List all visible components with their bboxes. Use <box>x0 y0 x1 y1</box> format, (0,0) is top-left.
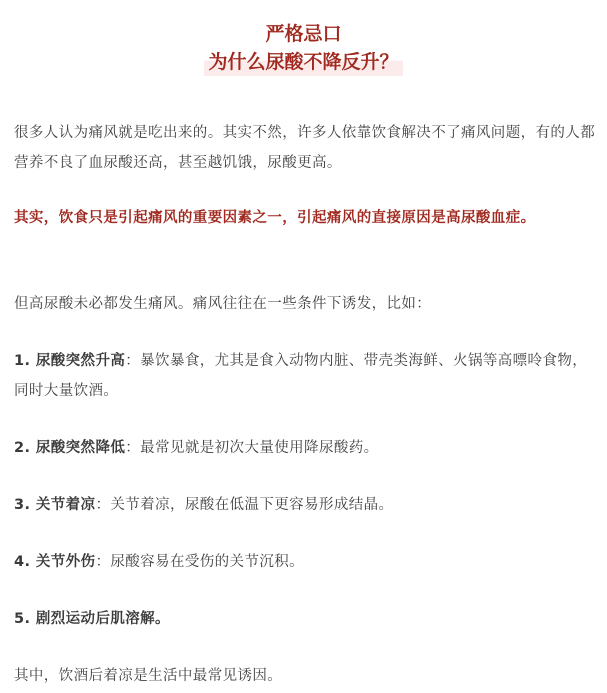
list-item-4-text: ：尿酸容易在受伤的关节沉积。 <box>95 554 305 570</box>
intro-paragraph: 很多人认为痛风就是吃出来的。其实不然，许多人依靠饮食解决不了痛风问题，有的人都营养不良了血尿酸还高，甚至越饥饿，尿酸更高。 <box>14 125 596 171</box>
title-line-2: 为什么尿酸不降反升？ <box>204 48 402 76</box>
list-item-3 <box>14 490 596 520</box>
list-item-2-label: 2. 尿酸突然降低 <box>14 440 126 456</box>
transition-paragraph: 但高尿酸未必都发生痛风。痛风往往在一些条件下诱发，比如： <box>14 296 432 312</box>
list-item-2-text: ：最常见就是初次大量使用降尿酸药。 <box>125 440 379 456</box>
list-item-4-label: 4. 关节外伤 <box>14 554 96 570</box>
conclusion-paragraph: 其中，饮酒后着凉是生活中最常见诱因。 <box>14 668 283 684</box>
key-point-paragraph: 其实，饮食只是引起痛风的重要因素之一，引起痛风的直接原因是高尿酸血症。 <box>14 210 536 226</box>
list-item-1-text: ：暴饮暴食，尤其是食入动物内脏、带壳类海鲜、火锅等高嘌呤食物，同时大量饮酒。 <box>14 353 588 399</box>
list-item-1-label: 1. 尿酸突然升高 <box>14 353 126 369</box>
list-item-4 <box>14 547 596 577</box>
title-line-1: 严格忌口 <box>265 23 342 45</box>
list-item-3-text: ：关节着凉，尿酸在低温下更容易形成结晶。 <box>95 497 394 513</box>
list-item-3-label: 3. 关节着凉 <box>14 497 96 513</box>
list-item-1 <box>14 346 596 406</box>
list-item-5-label: 5. 剧烈运动后肌溶解。 <box>14 611 170 627</box>
article-title <box>0 20 607 76</box>
list-item-2 <box>14 433 596 463</box>
list-item-5 <box>14 604 596 634</box>
